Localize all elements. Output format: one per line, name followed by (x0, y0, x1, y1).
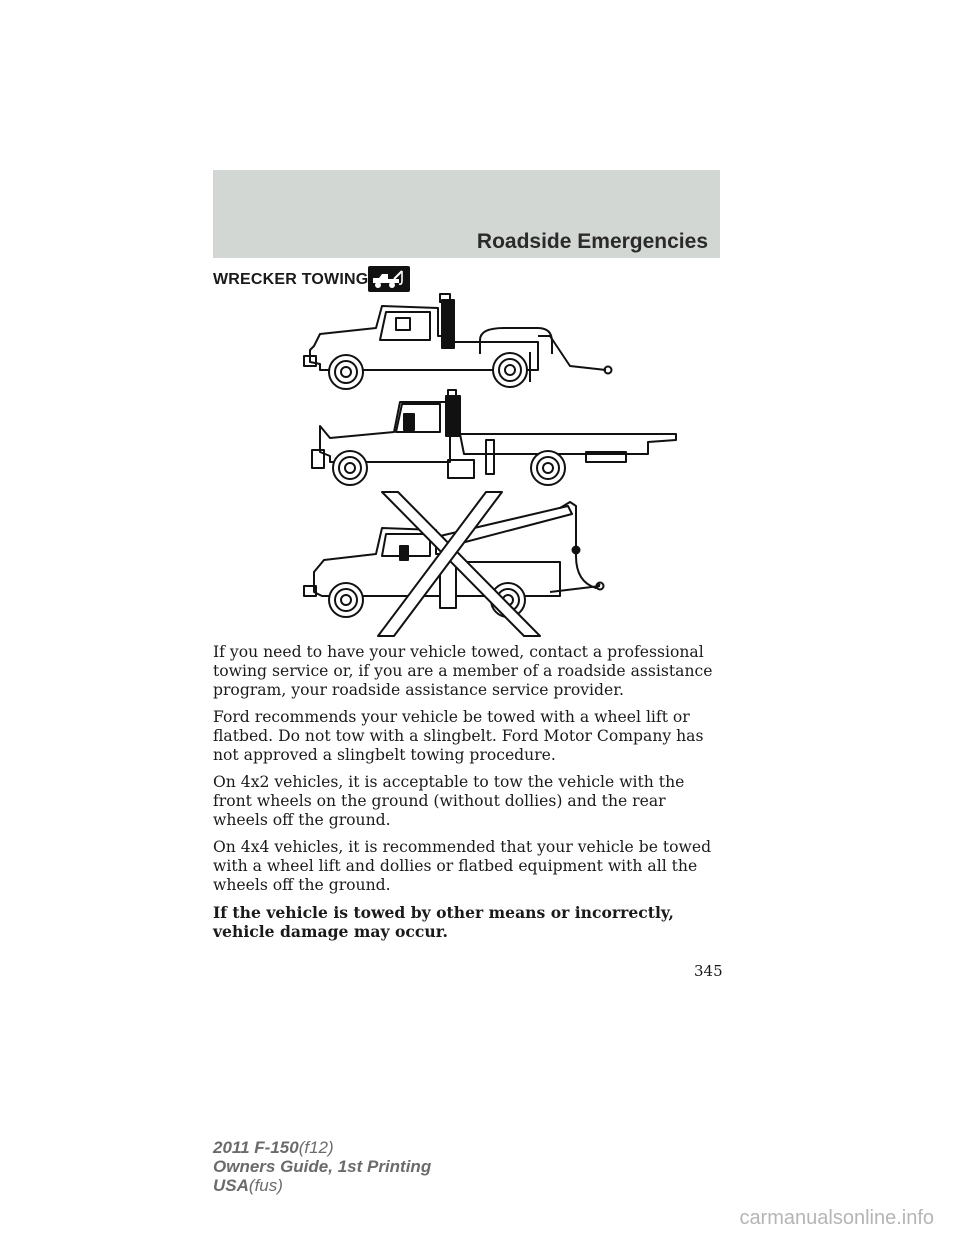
paragraph-4x4-towing: On 4x4 vehicles, it is recommended that your vehicle be towed with a wheel lift and dollies or flatbed equipment with all the wheels off the ground. (213, 838, 712, 894)
footer-guide: Owners Guide, 1st Printing (213, 1157, 432, 1176)
damage-warning: If the vehicle is towed by other means or incorrectly, vehicle damage may occur. (213, 903, 674, 941)
wheel-lift-truck-drawing (304, 294, 612, 389)
footer-market: USA (213, 1176, 249, 1195)
paragraph-4x2-towing: On 4x2 vehicles, it is acceptable to tow the vehicle with the front wheels on the ground (without dollies) and the rear wheels off the ground. (213, 773, 685, 829)
footer-market-code: (fus) (248, 1176, 283, 1195)
footer-model: 2011 F-150 (213, 1138, 299, 1157)
flatbed-truck-drawing (312, 390, 676, 485)
body-text (213, 643, 723, 949)
paragraph-contact-towing: If you need to have your vehicle towed, contact a professional towing service or, if you are a member of a roadside assistance program, your roadside assistance service provider. (213, 643, 713, 699)
print-footer (213, 1138, 431, 1195)
page-number: 345 (694, 962, 723, 980)
section-header-band (213, 170, 720, 258)
watermark: carmanualsonline.info (739, 1207, 934, 1229)
footer-model-code: (f12) (298, 1138, 334, 1157)
prohibited-cross-icon (378, 492, 540, 636)
section-heading: WRECKER TOWING (213, 271, 369, 288)
paragraph-recommended-method: Ford recommends your vehicle be towed with a wheel lift or flatbed. Do not tow with a slingbelt. Ford Motor Company has not approved a slingbelt towing procedure. (213, 708, 704, 764)
towing-methods-illustration (290, 292, 690, 638)
section-title: Roadside Emergencies (476, 230, 708, 253)
tow-truck-icon (368, 266, 410, 292)
